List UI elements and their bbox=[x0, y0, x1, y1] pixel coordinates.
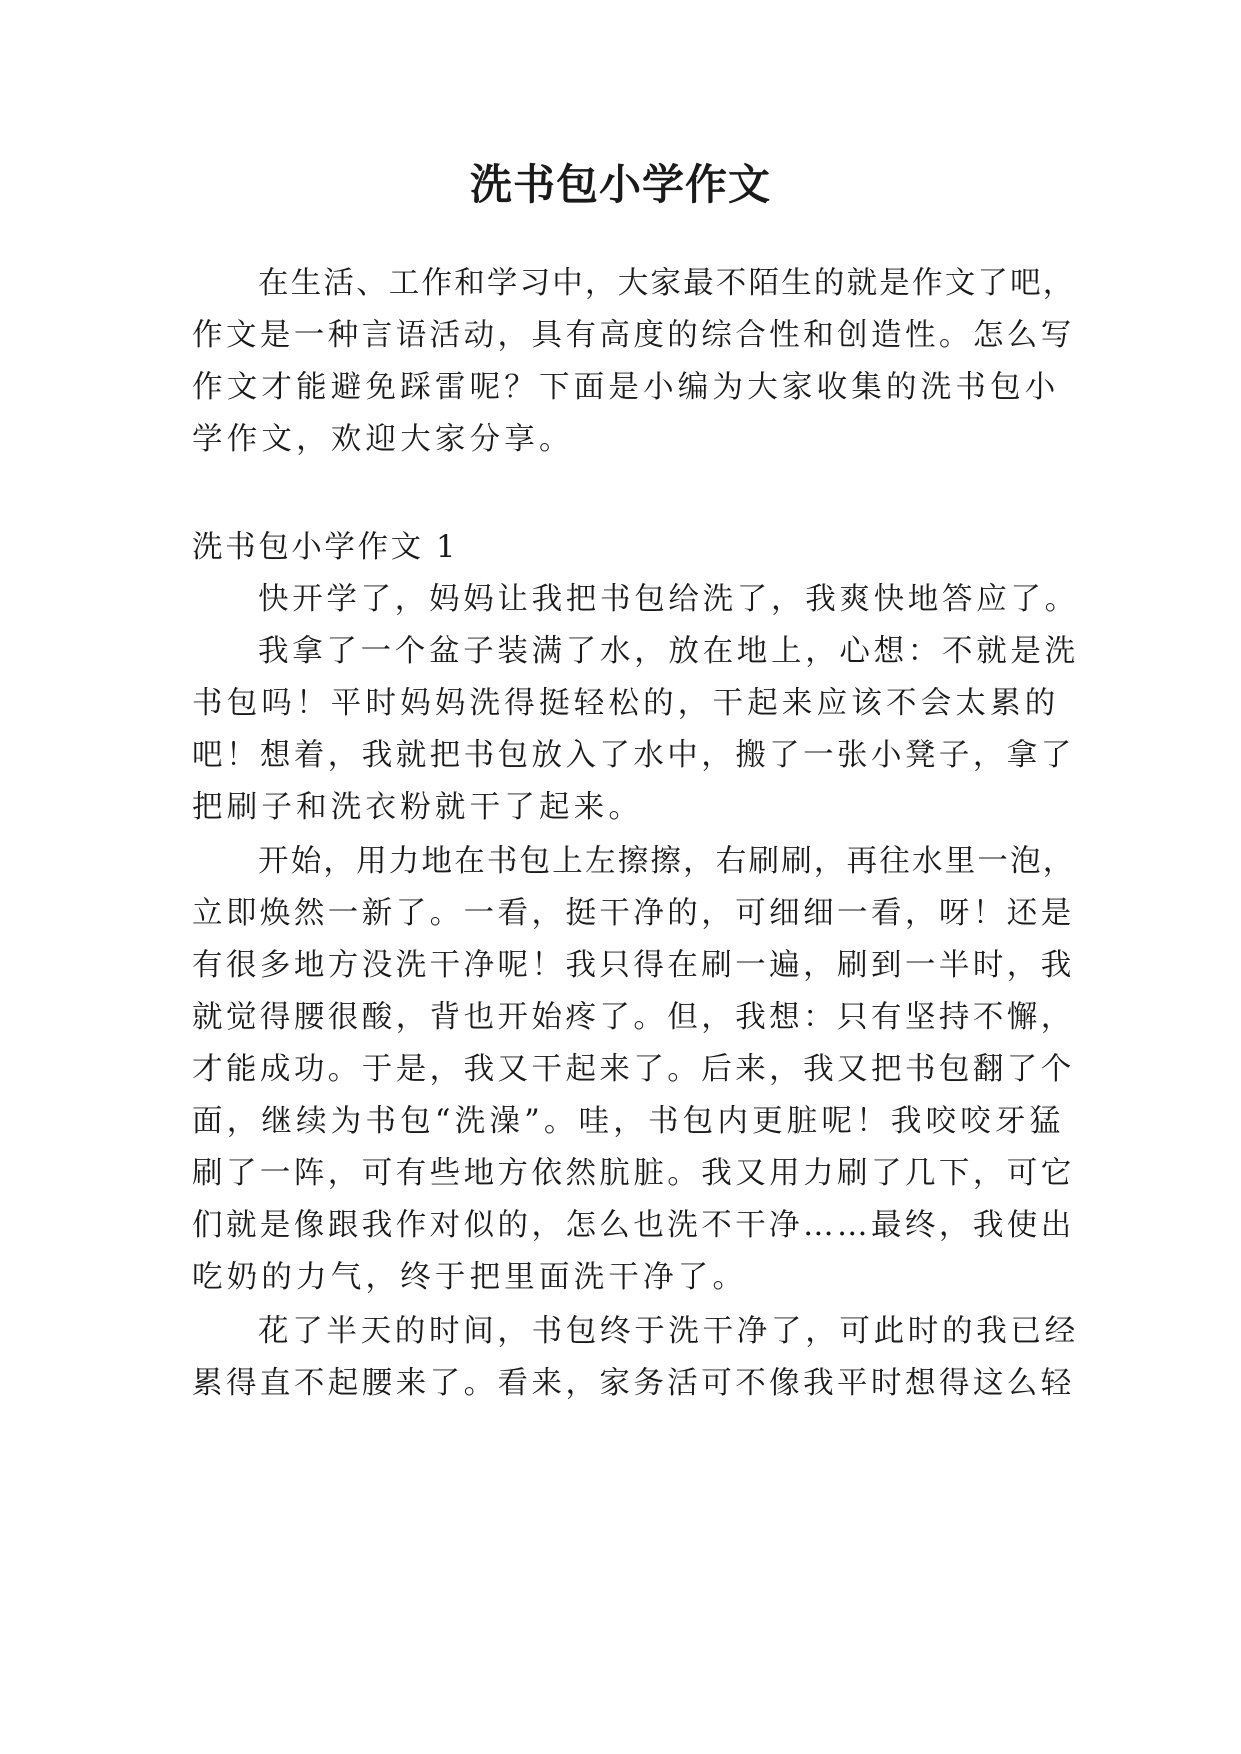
body-line-12: 刷了一阵，可有些地方依然肮脏。我又用力刷了几下，可它 bbox=[192, 1156, 1075, 1191]
intro-line-4: 学作文，欢迎大家分享。 bbox=[192, 422, 574, 457]
body-line-8: 有很多地方没洗干净呢！我只得在刷一遍，刷到一半时，我 bbox=[192, 948, 1075, 983]
body-line-13: 们就是像跟我作对似的，怎么也洗不干净……最终，我使出 bbox=[192, 1208, 1075, 1243]
body-line-14: 吃奶的力气，终于把里面洗干净了。 bbox=[192, 1260, 748, 1295]
body-line-11: 面，继续为书包“洗澡”。哇，书包内更脏呢！我咬咬牙猛 bbox=[192, 1104, 1065, 1139]
intro-line-1: 在生活、工作和学习中，大家最不陌生的就是作文了吧， bbox=[258, 266, 1076, 301]
intro-line-2: 作文是一种言语活动，具有高度的综合性和创造性。怎么写 bbox=[192, 318, 1075, 353]
body-line-5: 把刷子和洗衣粉就干了起来。 bbox=[192, 790, 644, 825]
body-line-16: 累得直不起腰来了。看来，家务活可不像我平时想得这么轻 bbox=[192, 1366, 1075, 1401]
body-line-15: 花了半天的时间，书包终于洗干净了，可此时的我已经 bbox=[258, 1314, 1079, 1349]
document-title: 洗书包小学作文 bbox=[469, 160, 771, 209]
body-line-10: 才能成功。于是，我又干起来了。后来，我又把书包翻了个 bbox=[192, 1052, 1075, 1087]
body-line-7: 立即焕然一新了。一看，挺干净的，可细细一看，呀！还是 bbox=[192, 896, 1075, 931]
intro-line-3: 作文才能避免踩雷呢？下面是小编为大家收集的洗书包小 bbox=[192, 370, 1060, 405]
section-heading: 洗书包小学作文 1 bbox=[192, 530, 458, 565]
body-line-3: 书包吗！平时妈妈洗得挺轻松的，干起来应该不会太累的 bbox=[192, 686, 1060, 721]
body-line-1: 快开学了，妈妈让我把书包给洗了，我爽快地答应了。 bbox=[258, 582, 1079, 617]
body-line-4: 吧！想着，我就把书包放入了水中，搬了一张小凳子，拿了 bbox=[192, 738, 1075, 773]
body-line-6: 开始，用力地在书包上左擦擦，右刷刷，再往水里一泡， bbox=[258, 844, 1076, 879]
body-line-2: 我拿了一个盆子装满了水，放在地上，心想：不就是洗 bbox=[258, 634, 1079, 669]
body-line-9: 就觉得腰很酸，背也开始疼了。但，我想：只有坚持不懈， bbox=[192, 1000, 1075, 1035]
